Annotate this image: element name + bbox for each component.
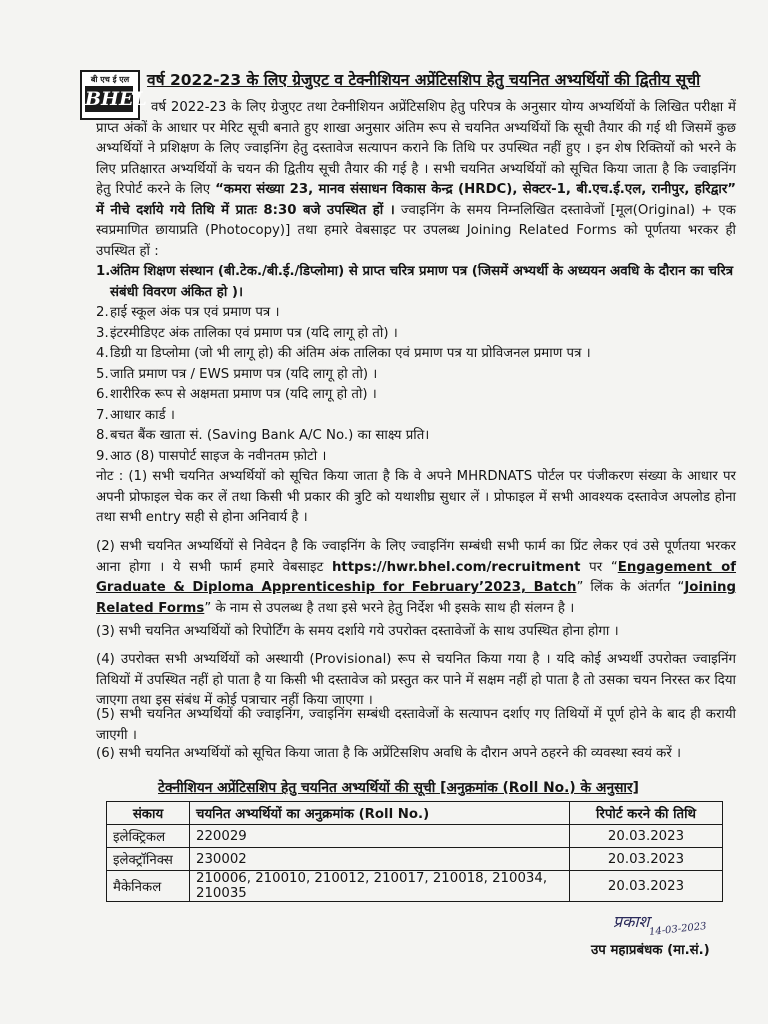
- col-header-report-date: रिपोर्ट करने की तिथि: [570, 802, 723, 825]
- list-item: [96, 426, 736, 447]
- col-header-roll-no: चयनित अभ्यर्थियों का अनुक्रमांक (Roll No.): [190, 802, 570, 825]
- signatory-designation: उप महाप्रबंधक (मा.सं.): [591, 943, 710, 958]
- table-title: टेक्नीशियन अप्रेंटिसशिप हेतु चयनित अभ्यर्थियों की सूची [अनुक्रमांक (Roll No.) के अनुसार]: [158, 780, 639, 796]
- note-5: (5) सभी चयनित अभ्यर्थियों की ज्वाइनिंग, ज्वाइनिंग सम्बंधी दस्तावेजों के सत्यापन दर्शाए गए तिथियों में पूर्ण होने के बाद ही करायी जाएगी ।: [96, 707, 736, 743]
- list-item-text: डिग्री या डिप्लोमा (जो भी लागू हो) की अंतिम अंक तालिका एवं प्रमाण पत्र या प्रोविजनल प्रमाण पत्र ।: [110, 346, 591, 361]
- engagement-link[interactable]: Engagement of Graduate & Diploma Apprenticeship for February’2023, Batch: [96, 559, 737, 595]
- list-item: [96, 406, 736, 427]
- note-2: [96, 537, 736, 619]
- list-item-number: 6.: [96, 387, 109, 402]
- list-item-number: 8.: [96, 428, 109, 443]
- list-item-number: 3.: [96, 325, 109, 341]
- list-item-number: 7.: [96, 407, 109, 423]
- list-item-number: 2.: [96, 305, 109, 320]
- list-item-text: हाई स्कूल अंक पत्र एवं प्रमाण पत्र ।: [110, 305, 280, 320]
- documents-list: [96, 262, 736, 467]
- cell-branch: इलेक्ट्रिकल: [107, 825, 190, 848]
- col-header-branch: संकाय: [107, 802, 190, 825]
- list-item: [96, 344, 736, 365]
- cell-roll-no: 230002: [190, 848, 570, 871]
- signature: [613, 910, 743, 940]
- note-2-text-d: ” के नाम से उपलब्ध है तथा इसे भरने हेतु निर्देश भी इसके साथ ही संलग्न है ।: [204, 600, 575, 616]
- table-row: [107, 848, 723, 871]
- selected-candidates-table: [106, 801, 723, 902]
- cell-date: 20.03.2023: [570, 871, 723, 902]
- note-2-text-c: ” लिंक के अंतर्गत “: [576, 580, 685, 595]
- list-item-text: अंतिम शिक्षण संस्थान (बी.टेक./बी.ई./डिप्लोमा) से प्राप्त चरित्र प्रमाण पत्र (जिसमें अभ्यर्थी के अध्ययन अवधि के दौरान का चरित्र संबंधी विवरण अंकित हो )।: [110, 264, 734, 300]
- note-2-text-b: पर “: [580, 559, 618, 575]
- logo-hindi-text: बी एच ई एल: [90, 75, 130, 84]
- list-item-text: बचत बैंक खाता सं. (Saving Bank A/C No.) का साक्ष्य प्रति।: [110, 428, 430, 443]
- cell-date: 20.03.2023: [570, 848, 723, 871]
- list-item-number: 1.: [96, 264, 111, 279]
- table-row: [107, 871, 723, 902]
- table-row: [107, 825, 723, 848]
- list-item-text: आधार कार्ड ।: [110, 407, 175, 423]
- list-item-text: आठ (8) पासपोर्ट साइज के नवीनतम फ़ोटो ।: [110, 448, 327, 464]
- intro-venue-bold: “कमरा संख्या 23, मानव संसाधन विकास केन्द्र (HRDC), सेक्टर-1, बी.एच.ई.एल, रानीपुर, हरिद्वार” में नीचे दर्शाये गये तिथि में प्रातः 8:30 बजे उपस्थित हों ।: [96, 182, 736, 218]
- note-6: (6) सभी चयनित अभ्यर्थियों को सूचित किया जाता है कि अप्रेंटिसशिप अवधि के दौरान अपने ठहरने की व्यवस्था स्वयं करें ।: [96, 746, 682, 761]
- signature-name: प्रकाश: [613, 912, 650, 931]
- intro-text-2: ज्वाइनिंग के समय निम्नलिखित दस्तावेजों [मूल(Original) + एक स्वप्रमाणित छायाप्रति (Photocopy)] तथा हमारे वेबसाइट पर उपलब्ध Joining Related Forms को पूर्णतया भरकर ही उपस्थित हों :: [96, 202, 736, 259]
- page-title: वर्ष 2022-23 के लिए ग्रेजुएट व टेक्नीशियन अप्रेंटिसशिप हेतु चयनित अभ्यर्थियों की द्वितीय सूची: [147, 71, 701, 89]
- list-item: [96, 324, 736, 345]
- list-item: [96, 303, 736, 324]
- list-item-number: 9.: [96, 448, 109, 464]
- table-header-row: [107, 802, 723, 825]
- cell-branch: इलेक्ट्रॉनिक्स: [107, 848, 190, 871]
- recruitment-url-link[interactable]: https://hwr.bhel.com/recruitment: [331, 559, 581, 575]
- signature-date: 14-03-2023: [648, 921, 708, 938]
- list-item-number: 5.: [96, 366, 109, 382]
- list-item-text: शारीरिक रूप से अक्षमता प्रमाण पत्र (यदि लागू हो तो) ।: [110, 387, 377, 402]
- list-item: [96, 365, 736, 386]
- note-1: नोट : (1) सभी चयनित अभ्यर्थियों को सूचित किया जाता है कि वे अपने MHRDNATS पोर्टल पर पंजीकरण संख्या के आधार पर अपनी प्रोफाइल चेक कर लें तथा किसी भी प्रकार की त्रुटि को यथाशीघ्र सुधार लें । प्रोफाइल में सभी आवश्यक दस्तावेज अपलोड होना तथा सभी entry सही से होना अनिवार्य है ।: [96, 469, 736, 525]
- note-2-text-a: (2) सभी चयनित अभ्यर्थियों से निवेदन है कि ज्वाइनिंग के लिए ज्वाइनिंग सम्बंधी सभी फार्म का प्रिंट लेकर एवं उसे पूर्णतया भरकर आना होगा । ये सभी फार्म हमारे वेबसाइट: [96, 539, 736, 575]
- intro-paragraph: [96, 98, 736, 262]
- list-item: [96, 447, 736, 468]
- cell-branch: मैकेनिकल: [107, 871, 190, 902]
- cell-roll-no: 220029: [190, 825, 570, 848]
- note-3: (3) सभी चयनित अभ्यर्थियों को रिपोर्टिंग के समय दर्शाये गये उपरोक्त दस्तावेजों के साथ उपस्थित होना होगा ।: [96, 624, 619, 639]
- note-4: (4) उपरोक्त सभी अभ्यर्थियों को अस्थायी (Provisional) रूप से चयनित किया गया है । यदि कोई अभ्यर्थी उपरोक्त ज्वाइनिंग तिथियों में उपस्थित नहीं हो पाता है या किसी भी दस्तावेज को प्रस्तुत कर पाने में सक्षम नहीं हो पाता है तो उसका चयन निरस्त कर दिया जाएगा तथा इस संबंध में कोई पत्राचार नहीं किया जाएगा ।: [96, 652, 736, 708]
- joining-forms-link[interactable]: Joining Related Forms: [96, 580, 737, 616]
- cell-date: 20.03.2023: [570, 825, 723, 848]
- list-item-text: इंटरमीडिएट अंक तालिका एवं प्रमाण पत्र (यदि लागू हो तो) ।: [110, 325, 398, 341]
- list-item: [96, 385, 736, 406]
- list-item-text: जाति प्रमाण पत्र / EWS प्रमाण पत्र (यदि लागू हो तो) ।: [110, 366, 378, 382]
- intro-text-1: वर्ष 2022-23 के लिए ग्रेजुएट तथा टेक्नीशियन अप्रेंटिसशिप हेतु परिपत्र के अनुसार योग्य अभ्यर्थियों के लिखित परीक्षा में प्राप्त अंकों के आधार पर मेरिट सूची बनाते हुए शाखा अनुसार अंतिम रूप से चयनित अभ्यर्थियों कि सूची तैयार की गई थी जिसमें कुछ अभ्यर्थियों ने प्रशिक्षण के लिए ज्वाइनिंग हेतु दस्तावेज सत्यापन कराने कि तिथि पर उपस्थित नहीं हुए । इन शेष रिक्तियों को भरने के लिए प्रतिक्षारत अभ्यर्थियों के चयन की द्वितीय सूची तैयार की गई है । सभी चयनित अभ्यर्थियों को सूचित किया जाता है कि ज्वाइनिंग हेतु रिपोर्ट करने के लिए: [96, 100, 736, 197]
- list-item-number: 4.: [96, 346, 109, 361]
- logo-mark: BHEL: [85, 88, 147, 110]
- cell-roll-no: 210006, 210010, 210012, 210017, 210018, 210034, 210035: [190, 871, 570, 902]
- list-item: [96, 262, 736, 303]
